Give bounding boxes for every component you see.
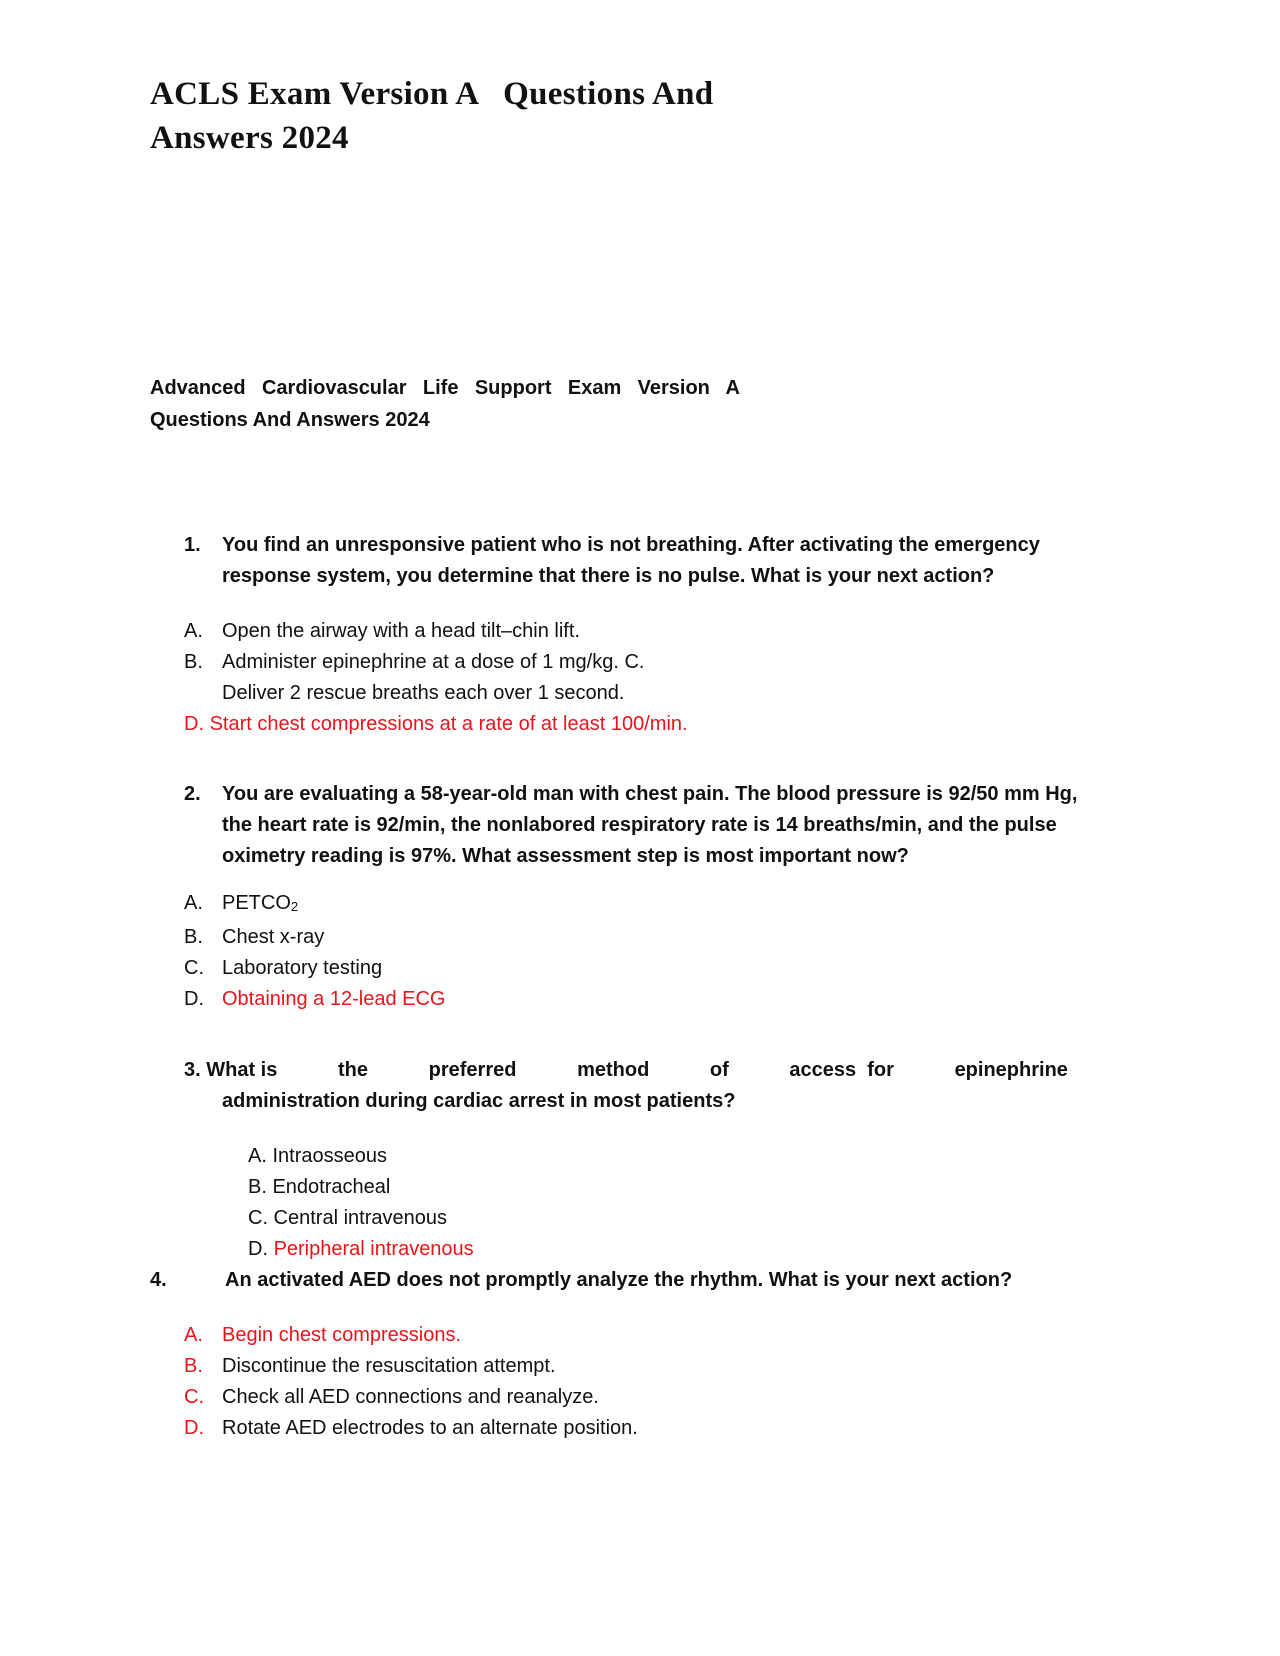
title-line-2: Answers 2024 [150, 120, 349, 156]
question-1-text [184, 530, 1064, 592]
answer-option [184, 616, 688, 647]
option-text: Deliver 2 rescue breaths each over 1 second. [222, 682, 625, 704]
correct-answer-option [184, 1320, 638, 1351]
answer-option [184, 647, 688, 678]
answer-option [184, 1382, 638, 1413]
question-number: 2. [184, 783, 201, 805]
question-word: method [577, 1059, 650, 1081]
answer-option [184, 1413, 638, 1444]
option-letter: D. [184, 1417, 204, 1439]
option-letter: C. [184, 957, 204, 979]
answer-option [184, 922, 445, 953]
option-letter: A. [184, 620, 203, 642]
question-4-text: An activated AED does not promptly analyze the rhythm. What is your next action? [225, 1269, 1013, 1291]
option-letter: D. [184, 713, 204, 735]
question-text-line: the heart rate is 92/min, the nonlabored respiratory rate is 14 breaths/min, and the pulse [222, 814, 1057, 836]
option-letter: D. [184, 988, 204, 1010]
question-number: 4. [150, 1269, 167, 1291]
correct-answer-option [184, 984, 445, 1015]
question-word: access for [789, 1059, 894, 1081]
answer-option [184, 678, 688, 709]
question-number: 3. [184, 1059, 201, 1081]
option-text: Begin chest compressions. [222, 1324, 462, 1346]
question-2 [184, 779, 1089, 872]
question-number: 1. [184, 534, 201, 556]
option-letter: D. [248, 1238, 268, 1260]
question-1 [184, 530, 1064, 592]
question-text-line: You are evaluating a 58-year-old man with chest pain. The blood pressure is 92/50 mm Hg, [222, 783, 1078, 805]
answer-option: A. Intraosseous [248, 1145, 387, 1167]
answer-option [184, 1351, 638, 1382]
question-word: the [338, 1059, 368, 1081]
question-3-options [248, 1141, 474, 1265]
question-word [184, 1055, 277, 1086]
document-subtitle [150, 372, 740, 436]
option-text: PETCO [222, 892, 291, 914]
question-text-line: oximetry reading is 97%. What assessment step is most important now? [222, 845, 909, 867]
option-letter: C. [184, 1386, 204, 1408]
question-word: epinephrine [954, 1059, 1068, 1081]
option-text: Obtaining a 12-lead ECG [222, 988, 446, 1010]
option-text: Laboratory testing [222, 957, 383, 979]
question-4-options [184, 1320, 638, 1444]
question-2-options [184, 888, 445, 1015]
question-word: What is [206, 1059, 278, 1081]
page-title [150, 72, 770, 160]
option-text: Open the airway with a head tilt–chin lift. [222, 620, 580, 642]
answer-option [184, 888, 445, 922]
question-1-options [184, 616, 688, 740]
option-text: Discontinue the resuscitation attempt. [222, 1355, 556, 1377]
question-3-text-line-1 [184, 1055, 1068, 1086]
option-letter: A. [184, 1324, 203, 1346]
option-letter: B. [184, 651, 203, 673]
correct-answer-option [184, 709, 688, 740]
correct-answer-option [248, 1234, 474, 1265]
title-line-1: ACLS Exam Version A Questions And [150, 76, 714, 112]
option-text: Check all AED connections and reanalyze. [222, 1386, 599, 1408]
option-letter: B. [184, 1355, 203, 1377]
question-2-text [184, 779, 1089, 872]
option-letter: A. [184, 892, 203, 914]
option-letter: B. [184, 926, 203, 948]
question-3 [184, 1055, 1068, 1117]
answer-option: B. Endotracheal [248, 1176, 391, 1198]
option-subscript: 2 [290, 899, 299, 914]
option-text: Chest x-ray [222, 926, 325, 948]
question-text-line: You find an unresponsive patient who is not breathing. After activating the emergency [222, 534, 1040, 556]
question-3-text-line-2: administration during cardiac arrest in most patients? [222, 1090, 736, 1112]
question-word: of [709, 1059, 729, 1081]
question-text-line: response system, you determine that there is no pulse. What is your next action? [222, 565, 995, 587]
option-text: Administer epinephrine at a dose of 1 mg/kg. C. [222, 651, 645, 673]
subtitle-line-1: Advanced Cardiovascular Life Support Exam Version A [150, 377, 740, 399]
option-text: Start chest compressions at a rate of at least 100/min. [209, 713, 688, 735]
answer-option [184, 953, 445, 984]
question-word: preferred [428, 1059, 517, 1081]
answer-option: C. Central intravenous [248, 1207, 447, 1229]
subtitle-line-2: Questions And Answers 2024 [150, 409, 430, 431]
option-text: Peripheral intravenous [273, 1238, 474, 1260]
option-text: Rotate AED electrodes to an alternate position. [222, 1417, 638, 1439]
